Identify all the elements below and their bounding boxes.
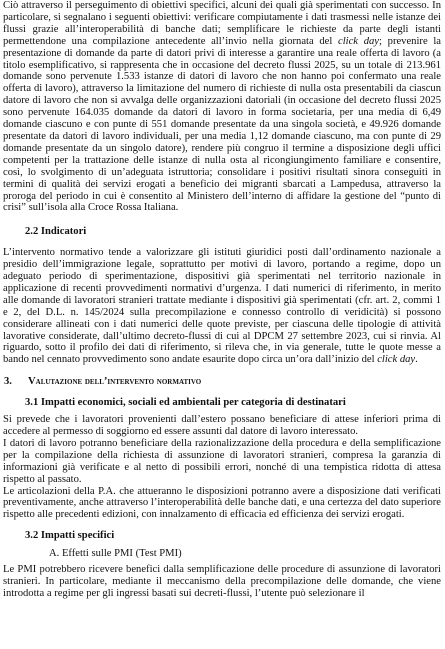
- section-3-1-heading: 3.1 Impatti economici, sociali ed ambientali per categoria di destinatari: [25, 397, 346, 409]
- section-3-2-subheading: A. Effetti sulle PMI (Test PMI): [49, 548, 182, 560]
- section-3-2-heading: 3.2 Impatti specifici: [25, 530, 115, 542]
- section-3-heading: [3, 376, 441, 388]
- section-3-2-body: Le PMI potrebbero ricevere benefici dalla semplificazione delle procedure di assunzione di lavoratori stranieri. In particolare, mediante il meccanismo della precompilazione delle domande, che viene introdotta a regime per gli ingressi basati sui decreti-flussi, l’utente può selezionare il: [3, 564, 441, 599]
- section-2-2-body: L’intervento normativo tende a valorizzare gli istituti giuridici posti dall’ordinamento nazionale a presidio dell’immigrazione legale, soprattutto per motivi di lavoro, portando a regime, dopo un adeguato periodo di sperimentazione, dispositivi già sperimentati nel territorio nazionale in applicazione di recenti provvedimenti normativi d’urgenza. I dati numerici di riferimento, in merito alle domande di lavoratori stranieri trattate mediante i dispositivi già sperimentati (cfr. art. 2, commi 1 e 2, del D.L. n. 145/2024 sulla precompilazione e connesso controllo di veridicità) si possono considerare allineati con i dati numerici delle quote previste, per ciascuna delle tipologie di attività lavorative considerate, dall’ultimo decreto-flussi di cui al DPCM 27 settembre 2023, cui si rinvia. Al riguardo, sotto il profilo dei dati di riferimento, si rileva che, in via generale, tutte le quote messe a bando nel cennato provvedimento sono andate esaurite dopo circa un’ora dall’inizio del click day.: [3, 247, 441, 366]
- section-3-1-paragraph-3: Le articolazioni della P.A. che attueranno le disposizioni potranno avere a disposizione dati verificati preventivamente, anche attraverso l’interoperabilità delle banche dati, e una certezza del dato superiore rispetto alle precedenti edizioni, con innalzamento di efficacia ed efficienza dei servizi erogati.: [3, 485, 441, 521]
- section-3-title: Valutazione dell’intervento normativo: [28, 376, 202, 388]
- section-3-number: 3.: [4, 376, 12, 388]
- intro-paragraph: Ciò attraverso il perseguimento di obiettivi specifici, alcuni dei quali già sperimentati con successo. In particolare, si segnalano i seguenti obiettivi: verificare compiutamente i dati trasmessi nelle istanze dei flussi grazie all’interoperabilità di banche dati; semplificare le richieste da parte degli istanti permettendone una compilazione antecedente all’invio nella giornata del click day; prevenire la presentazione di domande da parte di datori privi di interesse a garantire una reale offerta di lavoro (a titolo esemplificativo, si rappresenta che in occasione del decreto flussi 2025, su un totale di 213.961 domande sono pervenute 1.533 istanze di datori di lavoro che non hanno poi confermato una reale offerta di lavoro), attraverso la limitazione del numero di richieste di nulla osta presentabili da ciascun datore di lavoro che non si avvalga delle organizzazioni datoriali (in occasione del decreto flussi 2025 sono pervenute 164.035 domande da datori di lavoro in forma societaria, per una media di 6,49 domande ciascuno e con punte di 551 domande presentate da una singola società, e 49.926 domande presentate da datori di lavoro individuali, per una media 1,12 domande ciascuno, ma con punte di 29 domande presentate da un singolo datore), rendere più congruo il termine a disposizione degli uffici competenti per la trattazione delle istanze di nulla osta al ricongiungimento familiare e consentire, così, lo svolgimento di un’adeguata istruttoria; consolidare i positivi risultati sinora conseguiti in termini di qualità dei servizi erogati a beneficio dei migranti sbarcati a Lampedusa, attraverso la proroga del periodo in cui è consentito al Ministero dell’interno di affidare la gestione del “punto di crisi” sull’isola alla Croce Rossa Italiana.: [3, 0, 441, 214]
- section-3-1-paragraph-2: I datori di lavoro potranno beneficiare della razionalizzazione della procedura e della semplificazione per la compilazione della richiesta di assunzione di lavoratori stranieri, compresa la garanzia di informazioni già verificate e al netto di possibili errori, nonché di una tempistica ridotta di attesa rispetto al passato.: [3, 437, 441, 485]
- section-3-1-paragraph-1: Si prevede che i lavoratori provenienti dall’estero possano beneficiare di attese inferiori prima di accedere al permesso di soggiorno ed essere assunti dal datore di lavoro interessato.: [3, 414, 441, 437]
- section-2-2-heading: 2.2 Indicatori: [25, 226, 87, 238]
